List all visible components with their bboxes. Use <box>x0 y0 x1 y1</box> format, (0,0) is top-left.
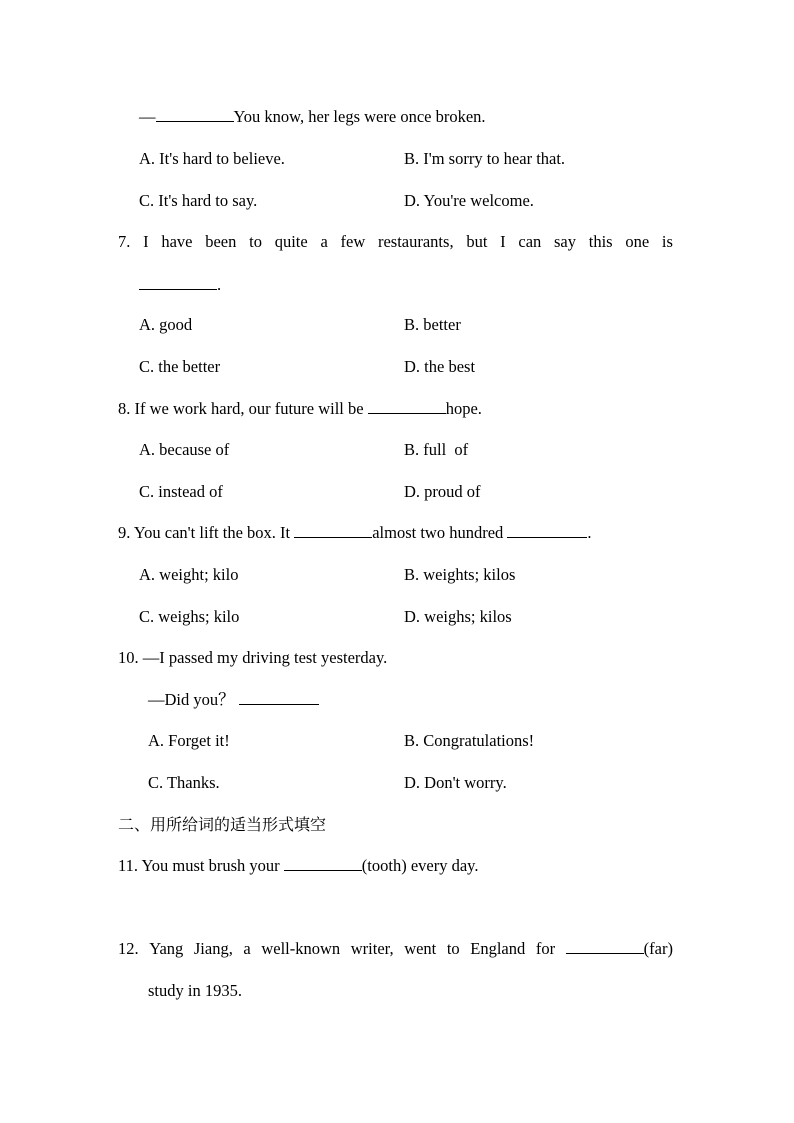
q10-option-a[interactable]: A. Forget it! <box>148 731 230 750</box>
q6-option-b[interactable]: B. I'm sorry to hear that. <box>404 149 566 168</box>
q12-line2: study in 1935. <box>148 981 242 1000</box>
q12-stem <box>118 939 673 959</box>
q9-option-b[interactable]: B. weights; kilos <box>404 565 516 584</box>
word: say <box>554 232 577 251</box>
q7-option-a[interactable]: A. good <box>139 315 193 334</box>
word: I <box>500 232 506 251</box>
q7-option-b[interactable]: B. better <box>404 315 461 334</box>
word: well-known <box>261 939 341 958</box>
q11-stem: 11. You must brush your (tooth) every day. <box>118 856 479 875</box>
q9-option-a[interactable]: A. weight; kilo <box>139 565 239 584</box>
word: writer, <box>350 939 394 958</box>
q10-option-b[interactable]: B. Congratulations! <box>404 731 535 750</box>
word: is <box>661 232 673 251</box>
q6-dialogue: — You know, her legs were once broken. <box>139 107 486 126</box>
blank-with-hint: (far) <box>566 939 673 959</box>
q9-option-d[interactable]: D. weighs; kilos <box>404 607 512 626</box>
answer-blank[interactable] <box>368 399 446 414</box>
q10-line1: 10. —I passed my driving test yesterday. <box>118 648 388 667</box>
q8-option-b[interactable]: B. full of <box>404 440 469 459</box>
q8-option-a[interactable]: A. because of <box>139 440 230 459</box>
answer-blank[interactable] <box>139 275 217 290</box>
answer-blank[interactable] <box>294 523 372 538</box>
word: Jiang, <box>193 939 233 958</box>
word: 12. <box>118 939 139 958</box>
word: Yang <box>149 939 184 958</box>
word: a <box>243 939 251 958</box>
word: this <box>588 232 613 251</box>
word: restaurants, <box>377 232 454 251</box>
word: one <box>625 232 650 251</box>
q6-option-d[interactable]: D. You're welcome. <box>404 191 534 210</box>
word: for <box>535 939 556 958</box>
answer-blank[interactable] <box>239 690 319 705</box>
answer-blank[interactable] <box>507 523 587 538</box>
q9-option-c[interactable]: C. weighs; kilo <box>139 607 240 626</box>
q9-stem: 9. You can't lift the box. It almost two hundred . <box>118 523 592 542</box>
q7-option-c[interactable]: C. the better <box>139 357 221 376</box>
word: to <box>446 939 460 958</box>
q10-option-d[interactable]: D. Don't worry. <box>404 773 507 792</box>
q8-stem: 8. If we work hard, our future will be hope. <box>118 399 482 418</box>
word: went <box>404 939 437 958</box>
word: few <box>340 232 366 251</box>
word: can <box>518 232 542 251</box>
word: been <box>205 232 237 251</box>
section-title: 二、用所给词的适当形式填空 <box>118 815 327 834</box>
word: quite <box>274 232 308 251</box>
answer-blank[interactable] <box>566 939 644 954</box>
word: England <box>470 939 526 958</box>
word: but <box>466 232 488 251</box>
q7-stem-end: . <box>139 275 221 295</box>
word: I <box>143 232 149 251</box>
q7-stem <box>118 232 673 252</box>
word: 7. <box>118 232 131 251</box>
q8-option-d[interactable]: D. proud of <box>404 482 481 501</box>
q8-option-c[interactable]: C. instead of <box>139 482 223 501</box>
q10-option-c[interactable]: C. Thanks. <box>148 773 220 792</box>
answer-blank[interactable] <box>284 856 362 871</box>
q6-option-c[interactable]: C. It's hard to say. <box>139 191 258 210</box>
word: a <box>320 232 328 251</box>
word: to <box>249 232 262 251</box>
q10-line2: —Did you？ <box>148 690 319 710</box>
q7-option-d[interactable]: D. the best <box>404 357 476 376</box>
word: have <box>161 232 193 251</box>
q6-option-a[interactable]: A. It's hard to believe. <box>139 149 285 168</box>
answer-blank[interactable] <box>156 107 234 122</box>
